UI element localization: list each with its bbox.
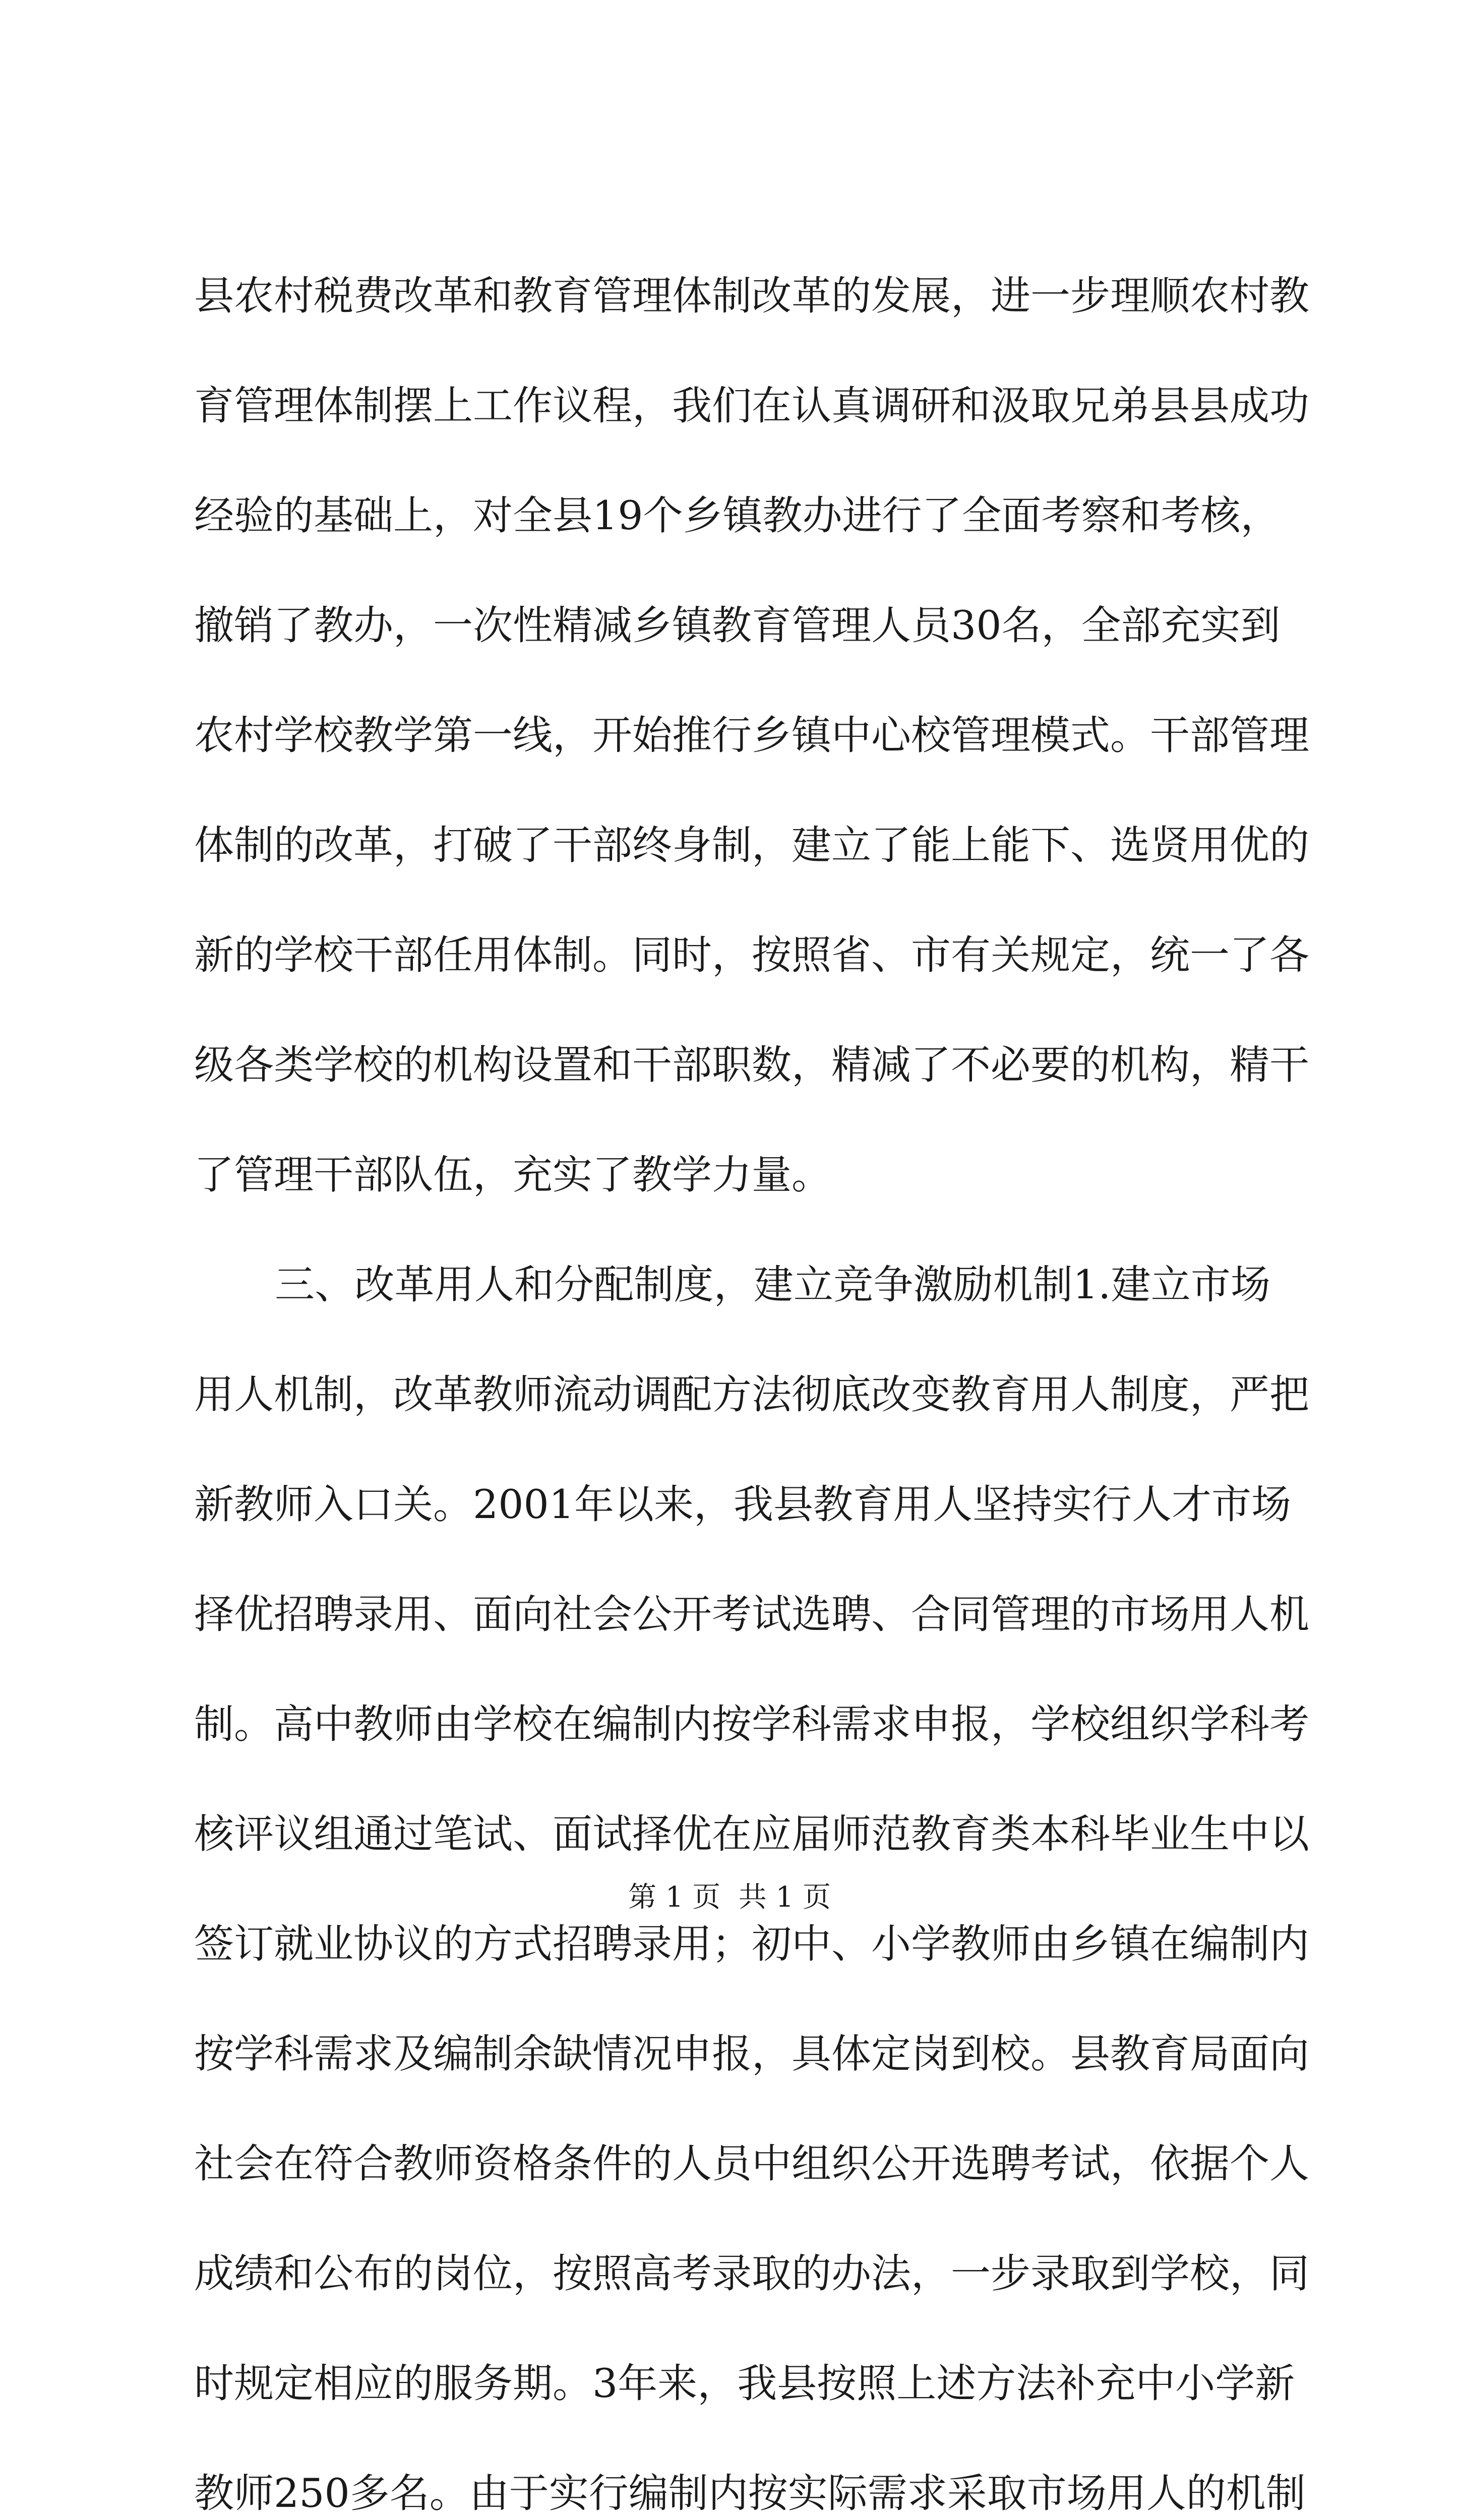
text-line: 体制的改革，打破了干部终身制，建立了能上能下、选贤用优的 xyxy=(194,822,1309,868)
section-heading-line: 三、改革用人和分配制度，建立竞争激励机制1.建立市场 xyxy=(275,1262,1270,1308)
text-line: 育管理体制摆上工作议程，我们在认真调研和汲取兄弟县县成功 xyxy=(194,383,1309,429)
text-line: 县农村税费改革和教育管理体制改革的发展，进一步理顺农村教 xyxy=(194,273,1309,319)
text-line: 了管理干部队伍，充实了教学力量。 xyxy=(194,1152,831,1198)
text-line: 农村学校教学第一线，开始推行乡镇中心校管理模式。干部管理 xyxy=(194,712,1309,759)
text-line: 择优招聘录用、面向社会公开考试选聘、合同管理的市场用人机 xyxy=(194,1591,1309,1637)
text-line: 成绩和公布的岗位，按照高考录取的办法，一步录取到学校，同 xyxy=(194,2250,1309,2297)
text-line: 签订就业协议的方式招聘录用；初中、小学教师由乡镇在编制内 xyxy=(194,1921,1309,1967)
text-line: 时规定相应的服务期。3年来，我县按照上述方法补充中小学新 xyxy=(194,2360,1295,2407)
text-line: 核评议组通过笔试、面试择优在应届师范教育类本科毕业生中以 xyxy=(194,1811,1309,1857)
text-line: 新教师入口关。2001年以来，我县教育用人坚持实行人才市场 xyxy=(194,1481,1292,1528)
text-line: 制。高中教师由学校在编制内按学科需求申报，学校组织学科考 xyxy=(194,1701,1309,1747)
text-line: 按学科需求及编制余缺情况申报，具体定岗到校。县教育局面向 xyxy=(194,2031,1309,2077)
paragraph-1 xyxy=(194,241,1309,1230)
text-line: 教师250多名。由于实行编制内按实际需求采取市场用人的机制 xyxy=(194,2470,1306,2516)
text-line: 新的学校干部任用体制。同时，按照省、市有关规定，统一了各 xyxy=(194,932,1309,978)
text-line: 用人机制，改革教师流动调配方法彻底改变教育用人制度，严把 xyxy=(194,1371,1309,1418)
text-line: 撤销了教办，一次性精减乡镇教育管理人员30名，全部充实到 xyxy=(194,602,1281,649)
page-footer: 第 1 页 共 1 页 xyxy=(628,1881,831,1914)
text-line: 社会在符合教师资格条件的人员中组织公开选聘考试，依据个人 xyxy=(194,2140,1309,2187)
text-line: 经验的基础上，对全县19个乡镇教办进行了全面考察和考核， xyxy=(194,492,1281,539)
paragraph-2 xyxy=(194,1230,1309,2520)
document-body xyxy=(194,241,1309,2520)
text-line: 级各类学校的机构设置和干部职数，精减了不必要的机构，精干 xyxy=(194,1042,1309,1088)
